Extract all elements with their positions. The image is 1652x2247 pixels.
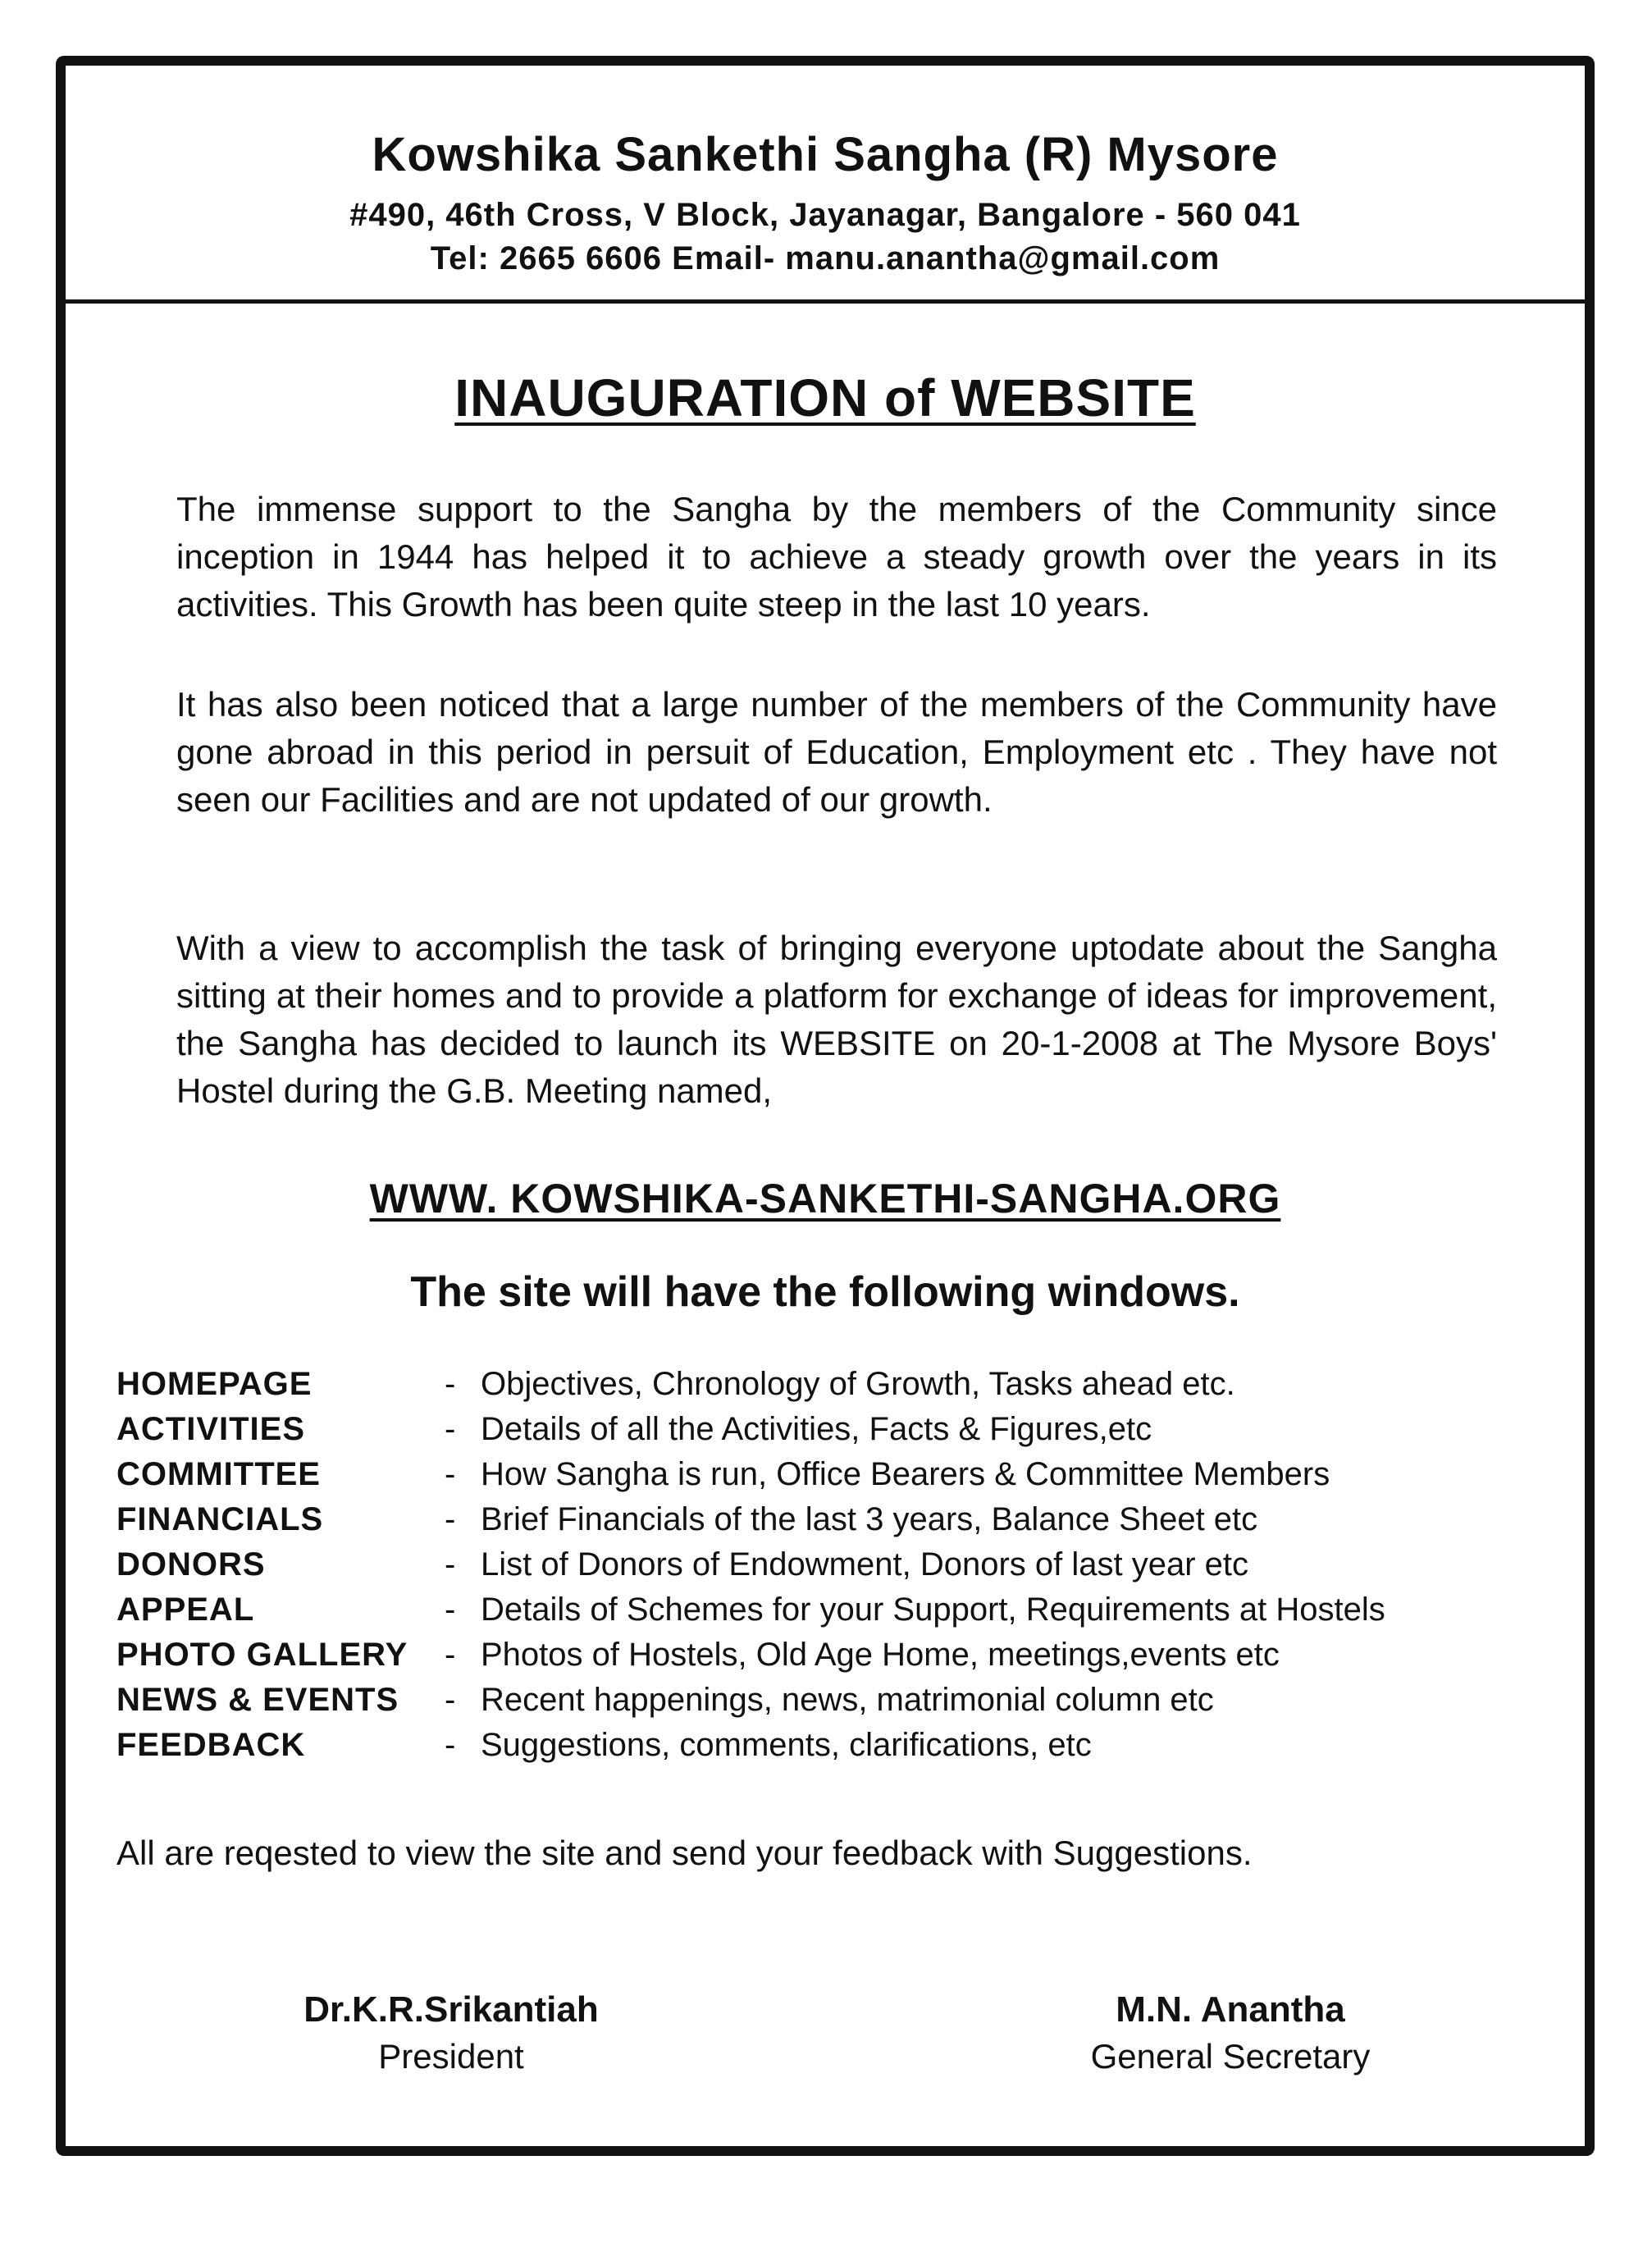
page-title-text: INAUGURATION of WEBSITE [454,368,1196,427]
window-dash: - [445,1727,456,1763]
list-item [116,1366,1577,1411]
window-name: FEEDBACK [116,1727,306,1763]
window-dash: - [445,1682,456,1718]
window-name: APPEAL [116,1592,255,1628]
paragraph-3: With a view to accomplish the task of bringing everyone uptodate about the Sangha sitting at their homes and to provide a platform for exchange of ideas for improvement, the Sangha has decided to launch its WEBSITE on 20-1-2008 at The Mysore Boys' Hostel during the G.B. Meeting named, [176,929,1497,1110]
list-item [116,1592,1577,1637]
signatory-name: M.N. Anantha [1116,1989,1345,2030]
windows-heading: The site will have the following windows. [410,1268,1240,1316]
list-item [116,1682,1577,1727]
window-dash: - [445,1546,456,1582]
window-desc: Details of Schemes for your Support, Requirements at Hostels [481,1592,1385,1628]
org-address: #490, 46th Cross, V Block, Jayanagar, Bangalore - 560 041 [349,197,1301,233]
window-dash: - [445,1366,456,1402]
window-desc: Objectives, Chronology of Growth, Tasks ahead etc. [481,1366,1235,1402]
website-url [66,1175,1585,1222]
page-title [66,368,1585,428]
window-name: HOMEPAGE [116,1366,313,1402]
signatory-role: President [378,2037,524,2076]
list-item [116,1546,1577,1592]
closing-note: All are reqested to view the site and send your feedback with Suggestions. [116,1834,1253,1872]
window-name: COMMITTEE [116,1456,321,1492]
window-desc: Brief Financials of the last 3 years, Balance Sheet etc [481,1501,1258,1537]
signatory-role: General Secretary [1090,2037,1371,2076]
paragraph-2: It has also been noticed that a large number of the members of the Community have gone abroad in this period in persuit of Education, Employment etc . They have not seen our Facilities and are not updated of our growth. [176,685,1497,819]
window-name: NEWS & EVENTS [116,1682,399,1718]
window-dash: - [445,1501,456,1537]
paragraph-1: The immense support to the Sangha by the members of the Community since inception in 1944 has helped it to achieve a steady growth over the years in its activities. This Growth has been quite steep in the last 10 years. [176,490,1497,623]
window-desc: Suggestions, comments, clarifications, etc [481,1727,1092,1763]
window-desc: Photos of Hostels, Old Age Home, meetings,events etc [481,1637,1280,1673]
window-dash: - [445,1637,456,1673]
window-name: FINANCIALS [116,1501,324,1537]
list-item [116,1637,1577,1682]
letterhead [66,66,1585,304]
window-desc: How Sangha is run, Office Bearers & Committee Members [481,1456,1330,1492]
window-dash: - [445,1411,456,1447]
signatory-president [267,1989,636,2076]
window-name: PHOTO GALLERY [116,1637,408,1673]
window-dash: - [445,1592,456,1628]
signatory-general-secretary [1025,1989,1435,2076]
page-frame [56,56,1595,2156]
window-dash: - [445,1456,456,1492]
list-item [116,1501,1577,1546]
signatory-name: Dr.K.R.Srikantiah [303,1989,599,2030]
window-desc: Details of all the Activities, Facts & Figures,etc [481,1411,1152,1447]
window-name: DONORS [116,1546,266,1582]
website-url-text: WWW. KOWSHIKA-SANKETHI-SANGHA.ORG [369,1176,1281,1222]
org-contact: Tel: 2665 6606 Email- manu.anantha@gmail.com [430,240,1221,276]
window-desc: List of Donors of Endowment, Donors of last year etc [481,1546,1248,1582]
list-item [116,1411,1577,1456]
list-item [116,1456,1577,1501]
windows-list [116,1366,1577,1772]
window-name: ACTIVITIES [116,1411,306,1447]
window-desc: Recent happenings, news, matrimonial column etc [481,1682,1214,1718]
org-name: Kowshika Sankethi Sangha (R) Mysore [372,128,1279,181]
list-item [116,1727,1577,1772]
